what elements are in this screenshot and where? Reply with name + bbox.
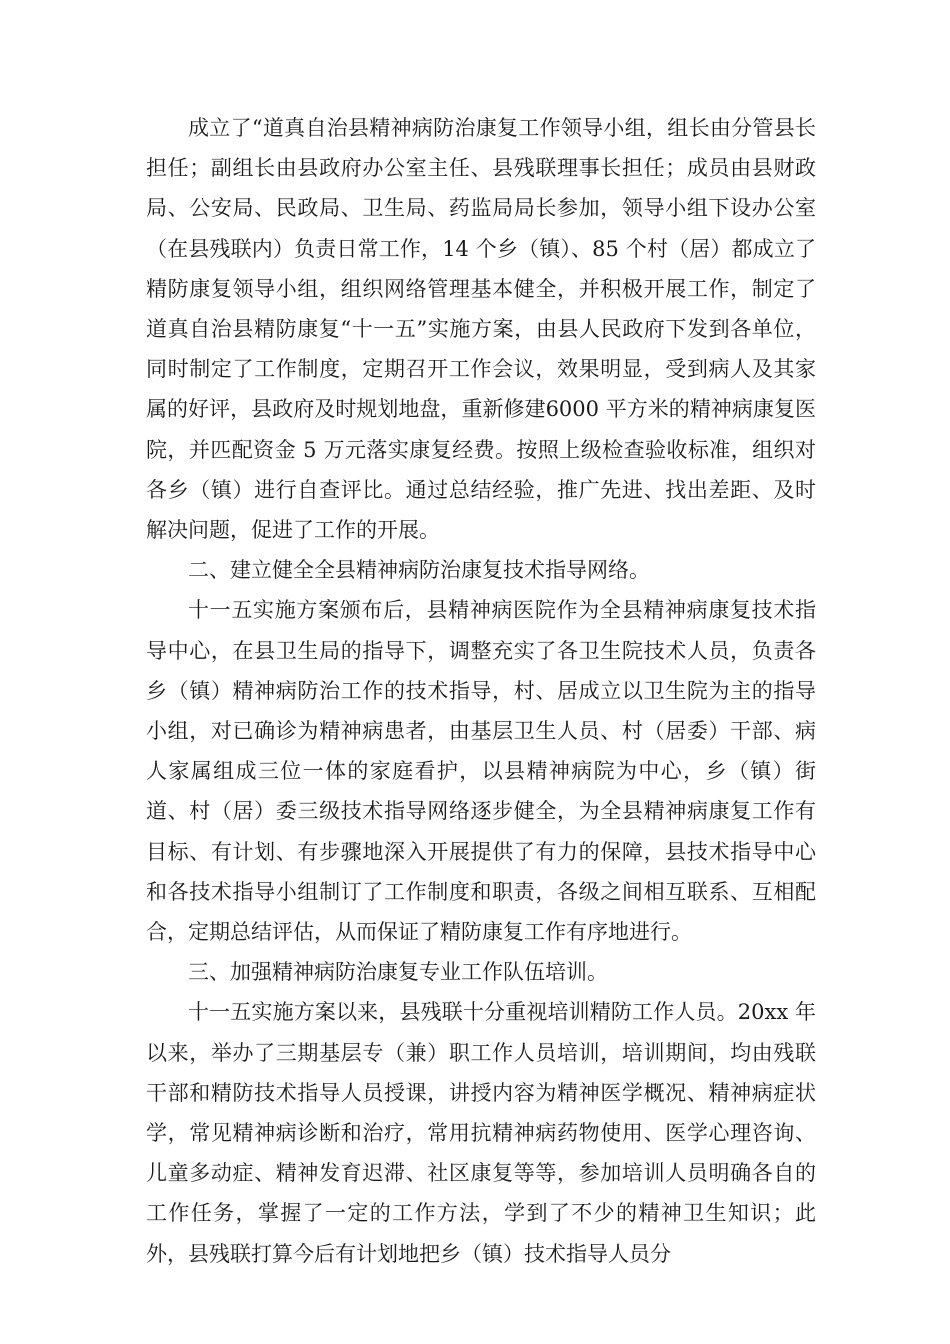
paragraph-staff-training: 十一五实施方案以来，县残联十分重视培训精防工作人员。20xx 年以来，举办了三期基层专（兼）职工作人员培训，培训期间，均由残联干部和精防技术指导人员授课，讲授内容为精神医学概况、精神病症状学，常见精神病诊断和治疗，常用抗精神病药物使用、医学心理咨询、儿童多动症、精神发育迟滞、社区康复等等，参加培训人员明确各自的工作任务，掌握了一定的工作方法，学到了不少的精神卫生知识；此外，县残联打算今后有计划地把乡（镇）技术指导人员分 (146, 1000, 816, 1266)
heading-section-three: 三、加强精神病防治康复专业工作队伍培训。 (188, 960, 608, 985)
paragraph-technical-network: 十一五实施方案颁布后，县精神病医院作为全县精神病康复技术指导中心，在县卫生局的指导下，调整充实了各卫生院技术人员，负责各乡（镇）精神病防治工作的技术指导，村、居成立以卫生院为主的指导小组，对已确诊为精神病患者，由基层卫生人员、村（居委）干部、病人家属组成三位一体的家庭看护，以县精神病院为中心，乡（镇）街道、村（居）委三级技术指导网络逐步健全，为全县精神病康复工作有目标、有计划、有步骤地深入开展提供了有力的保障，县技术指导中心和各技术指导小组制订了工作制度和职责，各级之间相互联系、互相配合，定期总结评估，从而保证了精防康复工作有序地进行。 (146, 598, 816, 945)
document-body (146, 108, 816, 1274)
heading-section-two: 二、建立健全全县精神病防治康复技术指导网络。 (188, 558, 650, 583)
paragraph-leadership-group: 成立了“道真自治县精神病防治康复工作领导小组，组长由分管县长担任；副组长由县政府办公室主任、县残联理事长担任；成员由县财政局、公安局、民政局、卫生局、药监局局长参加，领导小组下设办公室（在县残联内）负责日常工作，14 个乡（镇）、85 个村（居）都成立了精防康复领导小组，组织网络管理基本健全，并积极开展工作，制定了道真自治县精防康复“十一五”实施方案，由县人民政府下发到各单位，同时制定了工作制度，定期召开工作会议，效果明显，受到病人及其家属的好评，县政府及时规划地盘，重新修建6000 平方米的精神病康复医院，并匹配资金 5 万元落实康复经费。按照上级检查验收标准，组织对各乡（镇）进行自查评比。通过总结经验，推广先进、找出差距、及时解决问题，促进了工作的开展。 (146, 116, 816, 543)
